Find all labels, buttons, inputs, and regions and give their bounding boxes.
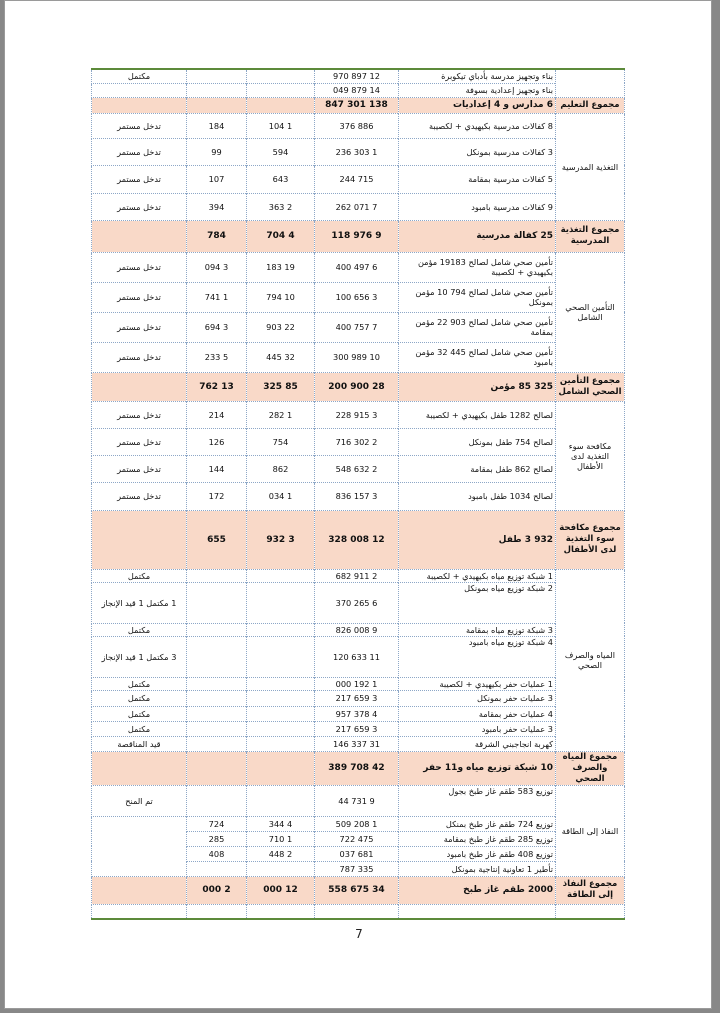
summary-quantity-cell: 85 325 <box>247 372 315 401</box>
description-cell: توزيع 285 طقم غاز طبخ بمقامة <box>399 831 556 846</box>
summary-quantity-cell: 3 932 <box>247 510 315 569</box>
summary-category-cell: مجموع النفاذ إلى الطاقة <box>556 876 625 904</box>
beneficiaries-cell <box>187 904 247 919</box>
amount-cell: 4 378 957 <box>315 706 399 721</box>
amount-cell: 886 376 <box>315 113 399 138</box>
status-cell: تدخل مستمر <box>92 482 187 510</box>
amount-cell <box>315 904 399 919</box>
summary-beneficiaries-cell: 13 762 <box>187 372 247 401</box>
amount-cell: 3 915 228 <box>315 401 399 428</box>
amount-cell: 1 303 236 <box>315 138 399 165</box>
status-cell: مكتمل <box>92 677 187 690</box>
table-row <box>92 282 625 312</box>
description-cell: لصالح 862 طفل بمقامة <box>399 455 556 482</box>
amount-cell: 2 302 716 <box>315 428 399 455</box>
description-cell: تأمين صحي شامل لصالح 445 32 مؤمن بامبود <box>399 342 556 372</box>
beneficiaries-cell: 99 <box>187 138 247 165</box>
quantity-cell: 1 034 <box>247 482 315 510</box>
table-row <box>92 690 625 706</box>
description-cell: لصالح 1034 طفل بامبود <box>399 482 556 510</box>
summary-status-cell <box>92 510 187 569</box>
description-cell: 3 شبكة توزيع مياه بمقامة <box>399 623 556 636</box>
quantity-cell: 1 282 <box>247 401 315 428</box>
beneficiaries-cell: 285 <box>187 831 247 846</box>
status-cell: 1 مكتمل 1 قيد الإنجاز <box>92 582 187 623</box>
beneficiaries-cell: 394 <box>187 193 247 220</box>
description-cell: تأمين صحي شامل لصالح 903 22 مؤمن بمقامة <box>399 312 556 342</box>
amount-cell: 1 208 509 <box>315 816 399 831</box>
status-cell: تدخل مستمر <box>92 138 187 165</box>
table-row <box>92 904 625 919</box>
quantity-cell <box>247 623 315 636</box>
amount-cell: 3 656 100 <box>315 282 399 312</box>
summary-quantity-cell: 12 000 <box>247 876 315 904</box>
category-cell <box>556 904 625 919</box>
table-row <box>92 623 625 636</box>
description-cell: كهربة انجاجبني الشرقة <box>399 736 556 751</box>
amount-cell: 9 731 44 <box>315 785 399 816</box>
beneficiaries-cell: 184 <box>187 113 247 138</box>
beneficiaries-cell <box>187 623 247 636</box>
description-cell: بناء وتجهيز مدرسة بأدباي تيكوبرة <box>399 69 556 83</box>
beneficiaries-cell: 5 233 <box>187 342 247 372</box>
description-cell: 3 عمليات حفر بامبود <box>399 721 556 736</box>
beneficiaries-cell <box>187 83 247 97</box>
description-cell: 3 كفالات مدرسية بمونكل <box>399 138 556 165</box>
description-cell: 3 عمليات حفر بمونكل <box>399 690 556 706</box>
summary-beneficiaries-cell <box>187 751 247 785</box>
summary-row <box>92 876 625 904</box>
quantity-cell: 22 903 <box>247 312 315 342</box>
status-cell: تدخل مستمر <box>92 165 187 193</box>
category-cell: التغذية المدرسية <box>556 113 625 220</box>
beneficiaries-cell: 724 <box>187 816 247 831</box>
beneficiaries-cell: 144 <box>187 455 247 482</box>
description-cell: 8 كفالات مدرسية بكيهيدي + لكصيبة <box>399 113 556 138</box>
beneficiaries-cell <box>187 721 247 736</box>
description-cell: تأمين صحي شامل لصالح 794 10 مؤمن بمونكل <box>399 282 556 312</box>
status-cell: تم المنح <box>92 785 187 816</box>
quantity-cell: 862 <box>247 455 315 482</box>
description-cell: لصالح 754 طفل بمونكل <box>399 428 556 455</box>
beneficiaries-cell <box>187 69 247 83</box>
summary-category-cell: مجموع مكافحة سوء التغذية لدى الأطفال <box>556 510 625 569</box>
quantity-cell <box>247 569 315 582</box>
summary-beneficiaries-cell: 784 <box>187 220 247 252</box>
amount-cell: 3 659 217 <box>315 721 399 736</box>
beneficiaries-cell: 126 <box>187 428 247 455</box>
table-row <box>92 312 625 342</box>
quantity-cell <box>247 904 315 919</box>
table-row <box>92 138 625 165</box>
summary-category-cell: مجموع التغذية المدرسية <box>556 220 625 252</box>
category-cell <box>556 69 625 97</box>
quantity-cell: 19 183 <box>247 252 315 282</box>
summary-beneficiaries-cell <box>187 97 247 113</box>
table-row <box>92 113 625 138</box>
table-row <box>92 69 625 83</box>
description-cell: توزيع 724 طقم غاز طبخ بمنكل <box>399 816 556 831</box>
quantity-cell: 4 344 <box>247 816 315 831</box>
amount-cell: 9 008 826 <box>315 623 399 636</box>
summary-beneficiaries-cell: 2 000 <box>187 876 247 904</box>
table-row <box>92 569 625 582</box>
beneficiaries-cell: 172 <box>187 482 247 510</box>
summary-row <box>92 220 625 252</box>
beneficiaries-cell <box>187 569 247 582</box>
beneficiaries-cell <box>187 690 247 706</box>
table-row <box>92 342 625 372</box>
beneficiaries-cell <box>187 785 247 816</box>
quantity-cell <box>247 785 315 816</box>
status-cell: تدخل مستمر <box>92 252 187 282</box>
quantity-cell <box>247 861 315 876</box>
summary-status-cell <box>92 220 187 252</box>
amount-cell: 2 632 548 <box>315 455 399 482</box>
amount-cell: 31 337 146 <box>315 736 399 751</box>
table-row <box>92 482 625 510</box>
table-row <box>92 785 625 816</box>
amount-cell: 12 897 970 <box>315 69 399 83</box>
beneficiaries-cell: 408 <box>187 846 247 861</box>
table-row <box>92 165 625 193</box>
amount-cell: 715 244 <box>315 165 399 193</box>
quantity-cell: 643 <box>247 165 315 193</box>
status-cell: تدخل مستمر <box>92 312 187 342</box>
quantity-cell <box>247 706 315 721</box>
page-number: 7 <box>355 927 363 941</box>
summary-status-cell <box>92 372 187 401</box>
beneficiaries-cell <box>187 861 247 876</box>
status-cell: تدخل مستمر <box>92 282 187 312</box>
status-cell <box>92 904 187 919</box>
budget-table <box>91 68 625 920</box>
status-cell: مكتمل <box>92 721 187 736</box>
summary-amount-cell: 34 675 558 <box>315 876 399 904</box>
quantity-cell: 594 <box>247 138 315 165</box>
amount-cell: 6 497 400 <box>315 252 399 282</box>
description-cell: توزيع 408 طقم غاز طبخ بامبود <box>399 846 556 861</box>
quantity-cell <box>247 677 315 690</box>
category-cell: النفاذ إلى الطاقة <box>556 785 625 876</box>
description-cell: 4 شبكة توزيع مياه بامبود <box>399 636 556 677</box>
description-cell: 5 كفالات مدرسية بمقامة <box>399 165 556 193</box>
description-cell: بناء وتجهيز إعدادية بسوفة <box>399 83 556 97</box>
description-cell <box>399 904 556 919</box>
table-row <box>92 736 625 751</box>
description-cell: 9 كفالات مدرسية بامبود <box>399 193 556 220</box>
summary-row <box>92 510 625 569</box>
amount-cell: 335 787 <box>315 861 399 876</box>
status-cell <box>92 83 187 97</box>
beneficiaries-cell: 107 <box>187 165 247 193</box>
beneficiaries-cell: 1 741 <box>187 282 247 312</box>
beneficiaries-cell <box>187 636 247 677</box>
table-row <box>92 401 625 428</box>
summary-amount-cell: 28 900 200 <box>315 372 399 401</box>
table-row <box>92 252 625 282</box>
amount-cell: 475 722 <box>315 831 399 846</box>
amount-cell: 7 071 262 <box>315 193 399 220</box>
quantity-cell: 1 710 <box>247 831 315 846</box>
status-cell: تدخل مستمر <box>92 193 187 220</box>
summary-amount-cell: 12 008 328 <box>315 510 399 569</box>
quantity-cell: 754 <box>247 428 315 455</box>
status-cell: مكتمل <box>92 569 187 582</box>
summary-quantity-cell: 4 704 <box>247 220 315 252</box>
category-cell: مكافحة سوء التغذية لدى الأطفال <box>556 401 625 510</box>
summary-amount-cell: 42 708 389 <box>315 751 399 785</box>
amount-cell: 1 192 000 <box>315 677 399 690</box>
table-row <box>92 816 625 831</box>
amount-cell: 3 659 217 <box>315 690 399 706</box>
summary-status-cell <box>92 97 187 113</box>
quantity-cell <box>247 582 315 623</box>
table-row <box>92 706 625 721</box>
status-cell: قيد المناقصة <box>92 736 187 751</box>
beneficiaries-cell <box>187 582 247 623</box>
summary-row <box>92 97 625 113</box>
table-row <box>92 428 625 455</box>
description-cell: 2 شبكة توزيع مياه بمونكل <box>399 582 556 623</box>
quantity-cell <box>247 736 315 751</box>
description-cell: 1 عمليات حفر بكيهيدي + لكصيبة <box>399 677 556 690</box>
description-cell: تأمين صحي شامل لصالح 19183 مؤمن بكيهيدي + لكصيبة <box>399 252 556 282</box>
status-cell: تدخل مستمر <box>92 401 187 428</box>
summary-quantity-cell <box>247 97 315 113</box>
amount-cell: 3 157 836 <box>315 482 399 510</box>
quantity-cell: 2 448 <box>247 846 315 861</box>
beneficiaries-cell: 3 694 <box>187 312 247 342</box>
summary-amount-cell: 9 976 118 <box>315 220 399 252</box>
amount-cell: 14 879 049 <box>315 83 399 97</box>
quantity-cell <box>247 83 315 97</box>
status-cell: تدخل مستمر <box>92 113 187 138</box>
table-row <box>92 636 625 677</box>
status-cell: تدخل مستمر <box>92 455 187 482</box>
amount-cell: 10 989 300 <box>315 342 399 372</box>
quantity-cell: 2 363 <box>247 193 315 220</box>
description-cell: لصالح 1282 طفل بكيهيدي + لكصيبة <box>399 401 556 428</box>
quantity-cell <box>247 721 315 736</box>
status-cell: مكتمل <box>92 623 187 636</box>
beneficiaries-cell <box>187 706 247 721</box>
status-cell: 3 مكتمل 1 قيد الإنجاز <box>92 636 187 677</box>
category-cell: المياه والصرف الصحي <box>556 569 625 751</box>
table-row <box>92 83 625 97</box>
beneficiaries-cell: 214 <box>187 401 247 428</box>
amount-cell: 2 911 682 <box>315 569 399 582</box>
table-row <box>92 677 625 690</box>
summary-description-cell: 932 3 طفل <box>399 510 556 569</box>
summary-status-cell <box>92 876 187 904</box>
description-cell: 1 شبكة توزيع مياه بكيهيدي + لكصيبة <box>399 569 556 582</box>
status-cell: مكتمل <box>92 706 187 721</box>
summary-description-cell: 10 شبكة توزيع مياه و11 حفر <box>399 751 556 785</box>
category-cell: التأمين الصحي الشامل <box>556 252 625 372</box>
summary-description-cell: 325 85 مؤمن <box>399 372 556 401</box>
table-row <box>92 582 625 623</box>
summary-category-cell: مجموع المياه والصرف الصحي <box>556 751 625 785</box>
summary-beneficiaries-cell: 655 <box>187 510 247 569</box>
amount-cell: 6 265 370 <box>315 582 399 623</box>
summary-amount-cell: 138 301 847 <box>315 97 399 113</box>
status-cell: تدخل مستمر <box>92 342 187 372</box>
status-cell <box>92 816 187 876</box>
summary-status-cell <box>92 751 187 785</box>
status-cell: مكتمل <box>92 69 187 83</box>
summary-quantity-cell <box>247 751 315 785</box>
status-cell: تدخل مستمر <box>92 428 187 455</box>
status-cell: مكتمل <box>92 690 187 706</box>
quantity-cell <box>247 636 315 677</box>
table-row <box>92 193 625 220</box>
table-row <box>92 721 625 736</box>
quantity-cell: 10 794 <box>247 282 315 312</box>
summary-description-cell: 6 مدارس و 4 إعداديات <box>399 97 556 113</box>
quantity-cell <box>247 69 315 83</box>
amount-cell: 7 757 400 <box>315 312 399 342</box>
beneficiaries-cell <box>187 677 247 690</box>
summary-description-cell: 2000 طقم غاز طبخ <box>399 876 556 904</box>
document-page <box>4 0 712 1009</box>
beneficiaries-cell <box>187 736 247 751</box>
summary-row <box>92 751 625 785</box>
description-cell: توزيع 583 طقم غاز طبخ بجول <box>399 785 556 816</box>
summary-category-cell: مجموع التعليم <box>556 97 625 113</box>
quantity-cell: 1 104 <box>247 113 315 138</box>
amount-cell: 11 633 120 <box>315 636 399 677</box>
beneficiaries-cell: 3 094 <box>187 252 247 282</box>
quantity-cell: 32 445 <box>247 342 315 372</box>
summary-description-cell: 25 كفالة مدرسية <box>399 220 556 252</box>
amount-cell: 681 037 <box>315 846 399 861</box>
description-cell: تأطير 1 تعاونية إنتاجية بمونكل <box>399 861 556 876</box>
summary-row <box>92 372 625 401</box>
table-row <box>92 455 625 482</box>
summary-category-cell: مجموع التأمين الصحي الشامل <box>556 372 625 401</box>
quantity-cell <box>247 690 315 706</box>
description-cell: 4 عمليات حفر بمقامة <box>399 706 556 721</box>
